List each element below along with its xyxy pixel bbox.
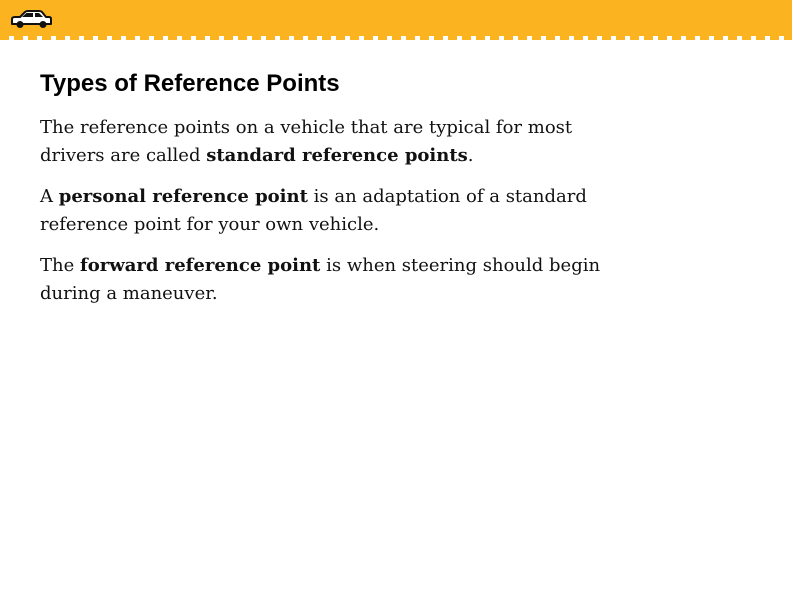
- paragraph-text: is an adaptation of a standard reference point for your own vehicle.: [40, 186, 587, 235]
- paragraph-text: The reference points on a vehicle that are typical for most drivers are called: [40, 117, 573, 166]
- paragraph-standard-reference: [40, 114, 620, 170]
- slide-body: [40, 114, 620, 321]
- header-dashed-edge: [0, 36, 792, 40]
- slide-title: Types of Reference Points: [40, 70, 340, 97]
- paragraph-text: A: [40, 186, 59, 207]
- term-personal-reference-point: personal reference point: [58, 186, 308, 207]
- paragraph-text: The: [40, 255, 80, 276]
- term-standard-reference-points: standard reference points: [206, 145, 468, 166]
- car-icon: [9, 9, 53, 29]
- term-forward-reference-point: forward reference point: [79, 255, 321, 276]
- paragraph-text: is when steering should begin during a maneuver.: [40, 255, 601, 304]
- paragraph-forward-reference: [40, 252, 620, 308]
- header-band: [0, 0, 792, 36]
- paragraph-personal-reference: [40, 183, 620, 239]
- paragraph-text: .: [467, 145, 474, 166]
